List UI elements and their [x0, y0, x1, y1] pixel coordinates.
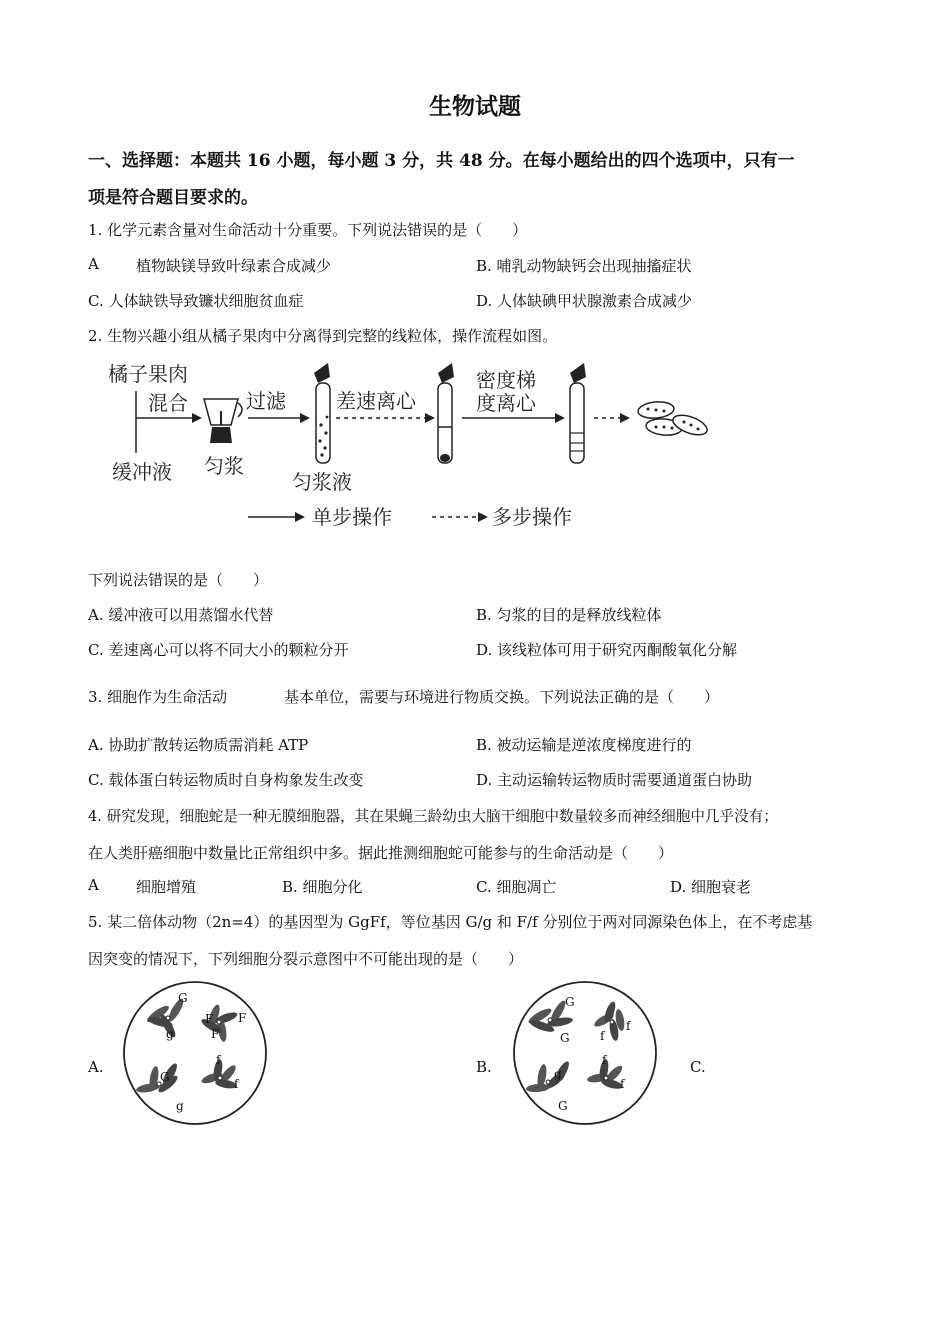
label-density-gradient-2: 度离心 — [476, 391, 536, 415]
q4-option-a-letter: A — [88, 876, 99, 894]
cell-a-allele-tr-top: F — [205, 1012, 214, 1026]
cell-b-allele-bl-bot: G — [558, 1099, 568, 1113]
label-differential-centrifugation: 差速离心 — [336, 389, 416, 413]
cell-diagram-b — [510, 978, 660, 1128]
label-homogenate: 匀浆液 — [292, 470, 352, 494]
cell-a-allele-bl-top: G — [160, 1070, 170, 1084]
q2-option-d: D. 该线粒体可用于研究丙酮酸氧化分解 — [476, 641, 738, 659]
q3-stem-part2: 基本单位，需要与环境进行物质交换。下列说法正确的是（ ） — [284, 688, 720, 706]
q2-option-c: C. 差速离心可以将不同大小的颗粒分开 — [88, 641, 349, 659]
label-mix: 混合 — [148, 391, 188, 415]
cell-a-allele-br-bot: f — [234, 1077, 239, 1091]
test-tube-homogenate-icon — [314, 363, 330, 463]
q5-stem-line1: 5. 某二倍体动物（2n=4）的基因型为 GgFf，等位基因 G/g 和 F/f 分别位于两对同源染色体上，在不考虑基 — [88, 913, 813, 931]
cell-a-allele-br-top: f — [216, 1053, 221, 1067]
q3-option-d: D. 主动运输转运物质时需要通道蛋白协助 — [476, 771, 753, 789]
q4-option-c: C. 细胞凋亡 — [476, 878, 557, 896]
cell-a-allele-tr-extra: F — [238, 1011, 247, 1025]
cell-b-allele-tl-top: G — [565, 995, 575, 1009]
cell-b-allele-br-bot: f — [620, 1077, 625, 1091]
label-orange-pulp: 橘子果肉 — [108, 362, 188, 386]
section-heading-line2: 项是符合题目要求的。 — [88, 188, 258, 208]
q5-option-a-label: A. — [88, 1058, 104, 1076]
cell-b-allele-br-top: f — [602, 1053, 607, 1067]
q5-option-b-label: B. — [476, 1058, 492, 1076]
mitochondria-isolation-flow-diagram — [100, 355, 740, 535]
q1-option-b: B. 哺乳动物缺钙会出现抽搐症状 — [476, 257, 692, 275]
q2-sub-stem: 下列说法错误的是（ ） — [88, 571, 269, 589]
cell-b-allele-tl-bot: G — [560, 1031, 570, 1045]
test-tube-gradient-icon — [570, 363, 586, 463]
q5-option-c-label: C. — [690, 1058, 706, 1076]
label-density-gradient-1: 密度梯 — [476, 368, 536, 392]
q1-option-a: 植物缺镁导致叶绿素合成减少 — [136, 257, 332, 275]
label-filter: 过滤 — [246, 389, 286, 413]
q3-option-b: B. 被动运输是逆浓度梯度进行的 — [476, 736, 692, 754]
q2-stem: 2. 生物兴趣小组从橘子果肉中分离得到完整的线粒体，操作流程如图。 — [88, 327, 558, 345]
q5-stem-line2: 因突变的情况下，下列细胞分裂示意图中不可能出现的是（ ） — [88, 950, 524, 968]
cell-diagram-a — [120, 978, 270, 1128]
q3-option-a: A. 协助扩散转运物质需消耗 ATP — [88, 736, 309, 754]
q1-option-c: C. 人体缺铁导致镰状细胞贫血症 — [88, 292, 304, 310]
legend-multi-step: 多步操作 — [492, 505, 572, 529]
section-heading-line1: 一、选择题：本题共 16 小题，每小题 3 分，共 48 分。在每小题给出的四个选项中，只有一 — [88, 151, 795, 171]
q4-stem-line2: 在人类肝癌细胞中数量比正常组织中多。据此推测细胞蛇可能参与的生命活动是（ ） — [88, 844, 674, 862]
cell-b-allele-bl-top: g — [554, 1067, 562, 1081]
cell-b-allele-tr-top: f — [626, 1019, 631, 1033]
label-homogenize: 匀浆 — [204, 454, 244, 478]
test-tube-centrifuged-icon — [438, 363, 454, 463]
q2-option-b: B. 匀浆的目的是释放线粒体 — [476, 606, 662, 624]
legend-single-step: 单步操作 — [312, 505, 392, 529]
cell-a-allele-tl-top: G — [178, 991, 188, 1005]
cell-a-allele-tl-bot: g — [166, 1027, 174, 1041]
cell-a-allele-tr-bot: F — [211, 1027, 220, 1041]
q3-stem-part1: 3. 细胞作为生命活动 — [88, 688, 228, 706]
q2-option-a: A. 缓冲液可以用蒸馏水代替 — [88, 606, 274, 624]
label-buffer: 缓冲液 — [112, 460, 172, 484]
q1-option-a-letter: A — [88, 255, 99, 273]
mitochondria-icon — [637, 400, 709, 438]
q1-option-d: D. 人体缺碘甲状腺激素合成减少 — [476, 292, 693, 310]
cell-b-allele-tr-bot: f — [600, 1029, 605, 1043]
blender-icon — [204, 399, 242, 443]
q4-stem-line1: 4. 研究发现，细胞蛇是一种无膜细胞器，其在果蝇三龄幼虫大脑干细胞中数量较多而神经细胞中几乎没有； — [88, 808, 778, 825]
cell-a-allele-bl-bot: g — [176, 1099, 184, 1113]
q1-stem: 1. 化学元素含量对生命活动十分重要。下列说法错误的是（ ） — [88, 221, 528, 239]
q4-option-b: B. 细胞分化 — [282, 878, 363, 896]
q4-option-d: D. 细胞衰老 — [670, 878, 752, 896]
q3-option-c: C. 载体蛋白转运物质时自身构象发生改变 — [88, 771, 364, 789]
page-title: 生物试题 — [429, 93, 521, 120]
q4-option-a: 细胞增殖 — [136, 878, 197, 896]
